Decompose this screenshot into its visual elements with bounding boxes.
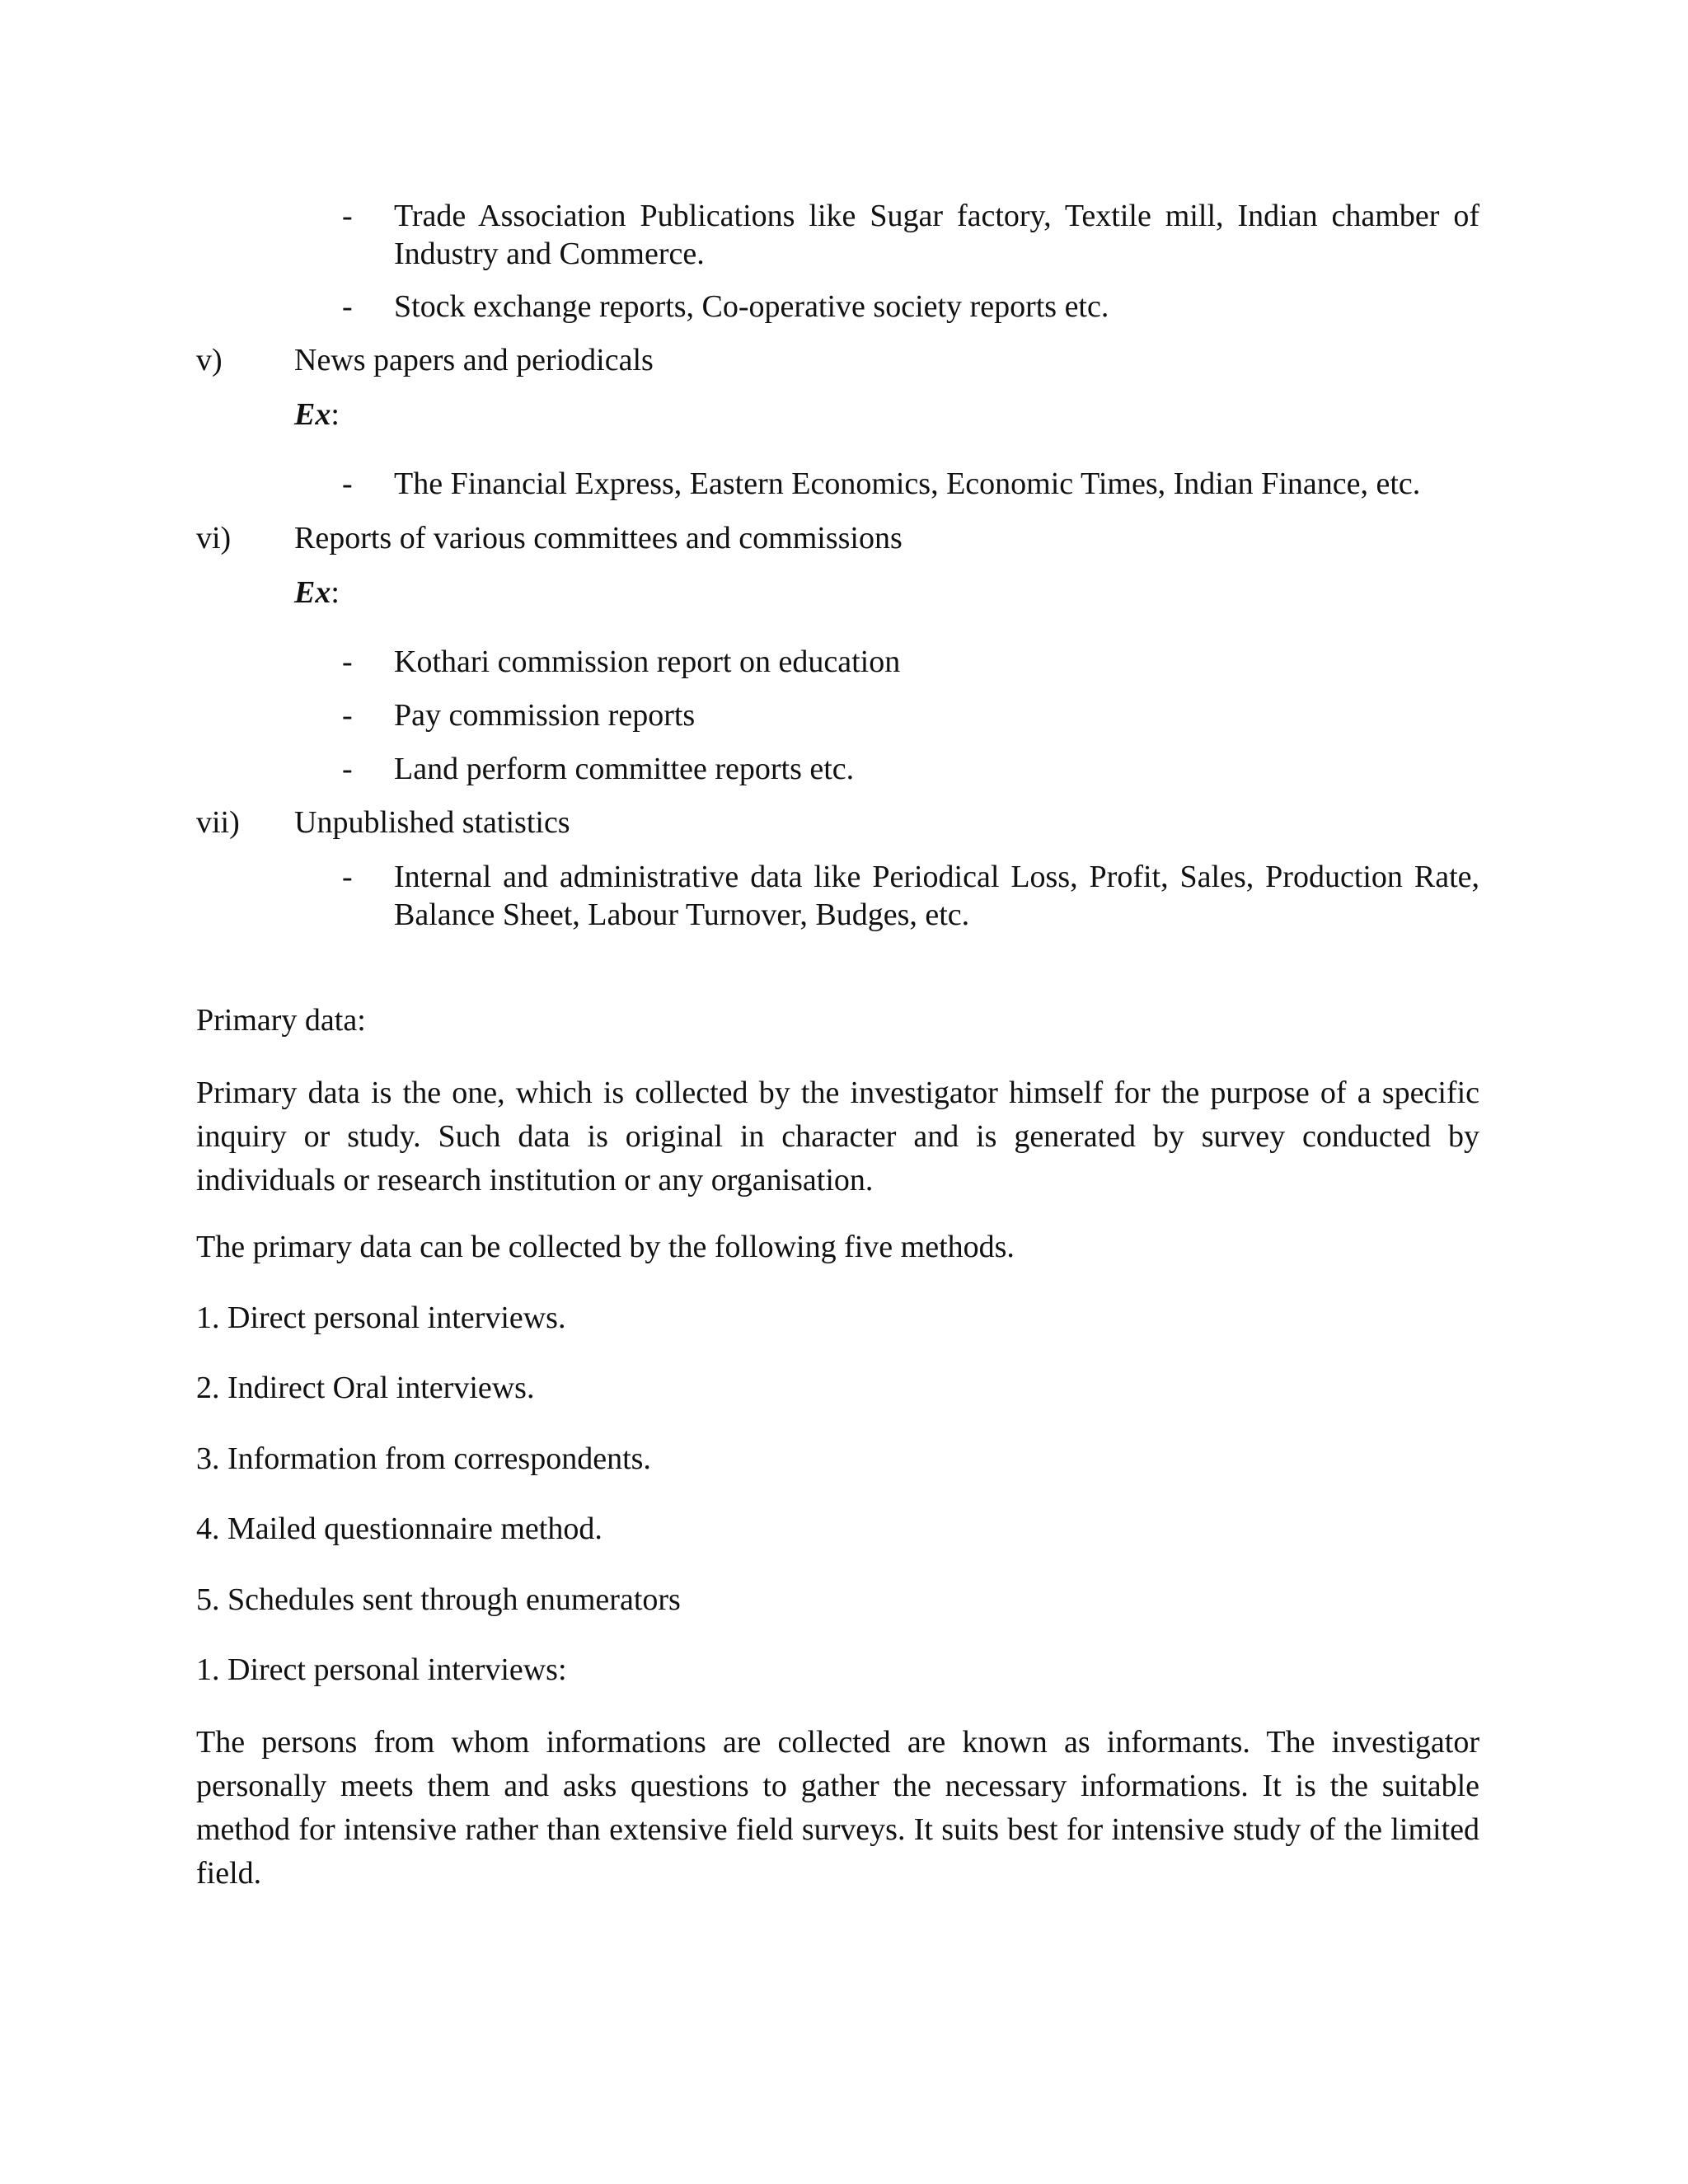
paragraph-direct-interviews: The persons from whom informations are collected are known as informants. The investigator personally meets them and asks questions to gather the necessary informations. It is the suitable method for intensive rather than extensive field surveys. It suits best for intensive study of the limited field.: [196, 1725, 1479, 1891]
source-title: News papers and periodicals: [294, 343, 654, 377]
dash-bullet: -: [342, 698, 353, 733]
source-title: Unpublished statistics: [294, 805, 570, 840]
dash-bullet: -: [342, 199, 353, 233]
dash-bullet: -: [342, 860, 353, 894]
source-item-vi: [196, 519, 1479, 557]
dash-bullet: -: [342, 289, 353, 324]
list-item-land-perform: [342, 750, 1479, 788]
list-item-text: Trade Association Publications like Sugar factory, Textile mill, Indian chamber of Industry and Commerce.: [394, 199, 1479, 271]
dash-bullet: -: [342, 752, 353, 786]
paragraph-methods-intro: The primary data can be collected by the following five methods.: [196, 1230, 1015, 1264]
list-item-trade-association: [342, 197, 1479, 273]
method-item-2: 2. Indirect Oral interviews.: [196, 1371, 535, 1405]
paragraph-primary-definition: Primary data is the one, which is collected by the investigator himself for the purpose of a specific inquiry or study. Such data is original in character and is generated by survey conducted by individuals or research institution or any organisation.: [196, 1076, 1479, 1197]
list-item-text: Kothari commission report on education: [394, 644, 901, 679]
roman-numeral: vi): [196, 521, 232, 555]
roman-numeral: v): [196, 343, 223, 377]
list-item-text: Pay commission reports: [394, 698, 696, 733]
source-item-v: [196, 341, 1479, 379]
list-item-stock-exchange: [342, 288, 1479, 326]
list-item-text: Stock exchange reports, Co-operative society reports etc.: [394, 289, 1109, 324]
method-item-4: 4. Mailed questionnaire method.: [196, 1511, 603, 1546]
list-item-pay-commission: [342, 696, 1479, 734]
list-item-kothari: [342, 643, 1479, 681]
dash-bullet: -: [342, 644, 353, 679]
source-title: Reports of various committees and commissions: [294, 521, 903, 555]
method-item-1: 1. Direct personal interviews.: [196, 1301, 566, 1335]
example-label: Ex:: [294, 397, 340, 432]
roman-numeral: vii): [196, 805, 240, 840]
source-item-vii: [196, 804, 1479, 841]
list-item-text: Internal and administrative data like Periodical Loss, Profit, Sales, Production Rate, Balance Sheet, Labour Turnover, Budges, etc.: [394, 860, 1479, 932]
subsection-heading-direct-interviews: 1. Direct personal interviews:: [196, 1652, 567, 1687]
list-item-internal-data: [342, 858, 1479, 934]
list-item-text: The Financial Express, Eastern Economics, Economic Times, Indian Finance, etc.: [394, 466, 1421, 501]
list-item-financial-express: [342, 465, 1479, 503]
method-item-5: 5. Schedules sent through enumerators: [196, 1582, 681, 1617]
dash-bullet: -: [342, 466, 353, 501]
method-item-3: 3. Information from correspondents.: [196, 1441, 651, 1476]
list-item-text: Land perform committee reports etc.: [394, 752, 855, 786]
example-label: Ex:: [294, 575, 340, 610]
section-heading-primary-data: Primary data:: [196, 1003, 366, 1038]
